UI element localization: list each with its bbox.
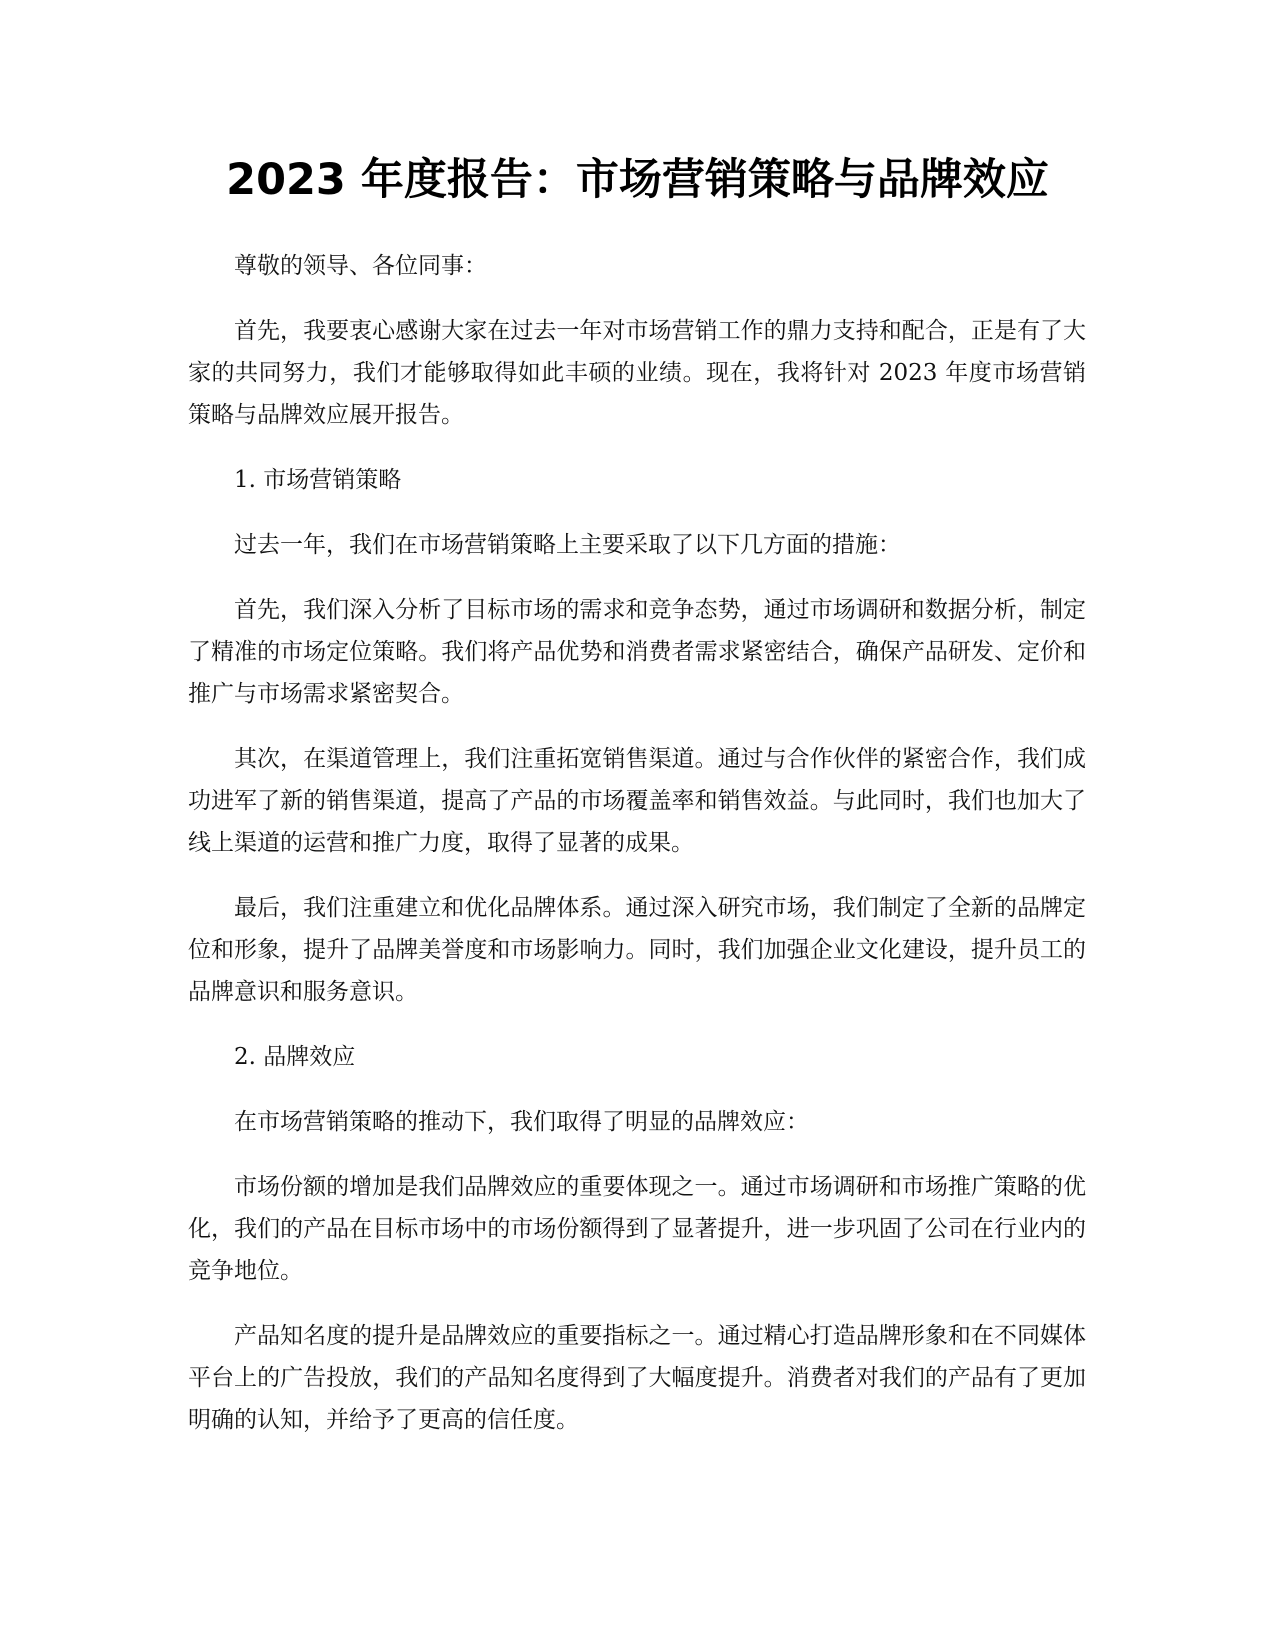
intro-paragraph: 首先，我要衷心感谢大家在过去一年对市场营销工作的鼎力支持和配合，正是有了大家的共同努力，我们才能够取得如此丰硕的业绩。现在，我将针对 2023 年度市场营销策略与品牌效应展开报告。 bbox=[188, 318, 1086, 428]
paragraph-market-share: 市场份额的增加是我们品牌效应的重要体现之一。通过市场调研和市场推广策略的优化，我们的产品在目标市场中的市场份额得到了显著提升，进一步巩固了公司在行业内的竞争地位。 bbox=[188, 1174, 1086, 1284]
section-heading-marketing-strategy: 1. 市场营销策略 bbox=[234, 467, 402, 493]
document-body bbox=[188, 245, 1086, 1464]
paragraph-market-positioning: 首先，我们深入分析了目标市场的需求和竞争态势，通过市场调研和数据分析，制定了精准的市场定位策略。我们将产品优势和消费者需求紧密结合，确保产品研发、定价和推广与市场需求紧密契合。 bbox=[188, 597, 1086, 707]
section-lead-brand-effect: 在市场营销策略的推动下，我们取得了明显的品牌效应： bbox=[234, 1109, 809, 1135]
salutation: 尊敬的领导、各位同事： bbox=[234, 253, 487, 279]
paragraph-channel-management: 其次，在渠道管理上，我们注重拓宽销售渠道。通过与合作伙伴的紧密合作，我们成功进军了新的销售渠道，提高了产品的市场覆盖率和销售效益。与此同时，我们也加大了线上渠道的运营和推广力度，取得了显著的成果。 bbox=[188, 746, 1086, 856]
paragraph-brand-system: 最后，我们注重建立和优化品牌体系。通过深入研究市场，我们制定了全新的品牌定位和形象，提升了品牌美誉度和市场影响力。同时，我们加强企业文化建设，提升员工的品牌意识和服务意识。 bbox=[188, 895, 1086, 1005]
section-heading-brand-effect: 2. 品牌效应 bbox=[234, 1044, 356, 1070]
paragraph-brand-awareness: 产品知名度的提升是品牌效应的重要指标之一。通过精心打造品牌形象和在不同媒体平台上的广告投放，我们的产品知名度得到了大幅度提升。消费者对我们的产品有了更加明确的认知，并给予了更高的信任度。 bbox=[188, 1323, 1086, 1433]
document-title: 2023 年度报告：市场营销策略与品牌效应 bbox=[226, 155, 1049, 205]
section-lead-marketing-strategy: 过去一年，我们在市场营销策略上主要采取了以下几方面的措施： bbox=[234, 532, 901, 558]
